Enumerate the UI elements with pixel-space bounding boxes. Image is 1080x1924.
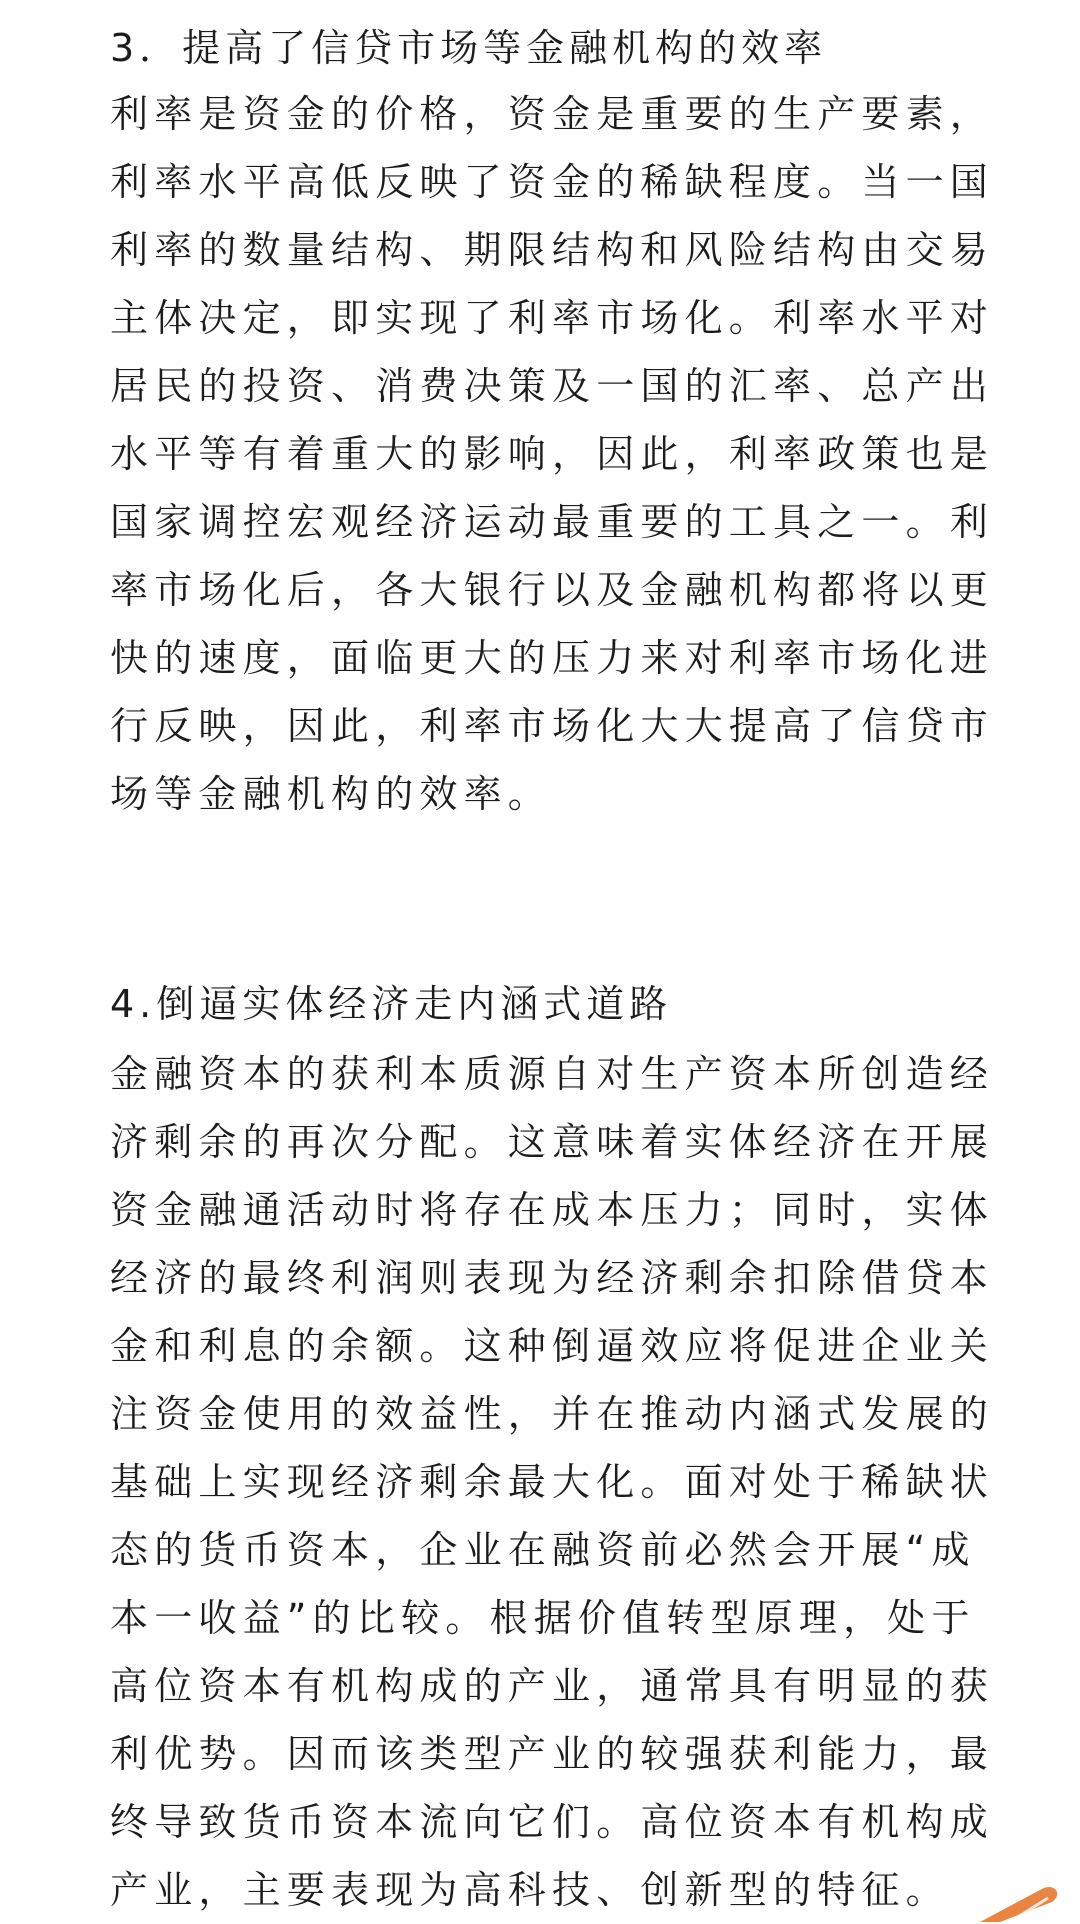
- section-3-body: [110, 80, 994, 828]
- paragraph-line: 利率水平高低反映了资金的稀缺程度。当一国: [110, 160, 995, 204]
- paragraph-line: 注资金使用的效益性，并在推动内涵式发展的: [110, 1392, 995, 1436]
- paragraph-line: 国家调控宏观经济运动最重要的工具之一。利: [110, 500, 995, 544]
- paragraph-line: 场等金融机构的效率。: [110, 772, 553, 816]
- paragraph-line: 快的速度，面临更大的压力来对利率市场化进: [110, 636, 995, 680]
- paragraph-line: 终导致货币资本流向它们。高位资本有机构成: [110, 1800, 995, 1844]
- paragraph-line: 行反映，因此，利率市场化大大提高了信贷市: [110, 704, 995, 748]
- section-4-heading: 4.倒逼实体经济走内涵式道路: [110, 982, 673, 1026]
- section-4-body: [110, 1040, 994, 1924]
- paragraph-line: 基础上实现经济剩余最大化。面对处于稀缺状: [110, 1460, 995, 1504]
- section-3: [110, 22, 994, 828]
- paragraph-line: 居民的投资、消费决策及一国的汇率、总产出: [110, 364, 995, 408]
- paragraph-line: 济剩余的再次分配。这意味着实体经济在开展: [110, 1120, 995, 1164]
- paragraph-line: 本一收益”的比较。根据价值转型原理，处于: [110, 1596, 976, 1640]
- paragraph-line: 产业，主要表现为高科技、创新型的特征。: [110, 1868, 950, 1912]
- paragraph-line: 高位资本有机构成的产业，通常具有明显的获: [110, 1664, 995, 1708]
- paragraph-line: 资金融通活动时将存在成本压力；同时，实体: [110, 1188, 995, 1232]
- paragraph-line: 利率的数量结构、期限结构和风险结构由交易: [110, 228, 995, 272]
- paragraph-line: 经济的最终利润则表现为经济剩余扣除借贷本: [110, 1256, 995, 1300]
- section-4: [110, 978, 994, 1924]
- paragraph-line: 金和利息的余额。这种倒逼效应将促进企业关: [110, 1324, 995, 1368]
- paragraph-line: 金融资本的获利本质源自对生产资本所创造经: [110, 1052, 995, 1096]
- pen-icon: [970, 1882, 1080, 1922]
- paragraph-line: 态的货币资本，企业在融资前必然会开展“成: [110, 1528, 976, 1572]
- paragraph-line: 利率是资金的价格，资金是重要的生产要素，: [110, 92, 995, 136]
- paragraph-line: 率市场化后，各大银行以及金融机构都将以更: [110, 568, 995, 612]
- paragraph-line: 主体决定，即实现了利率市场化。利率水平对: [110, 296, 995, 340]
- section-3-heading: 3．提高了信贷市场等金融机构的效率: [110, 26, 828, 70]
- paragraph-line: 利优势。因而该类型产业的较强获利能力，最: [110, 1732, 995, 1776]
- paragraph-line: 水平等有着重大的影响，因此，利率政策也是: [110, 432, 995, 476]
